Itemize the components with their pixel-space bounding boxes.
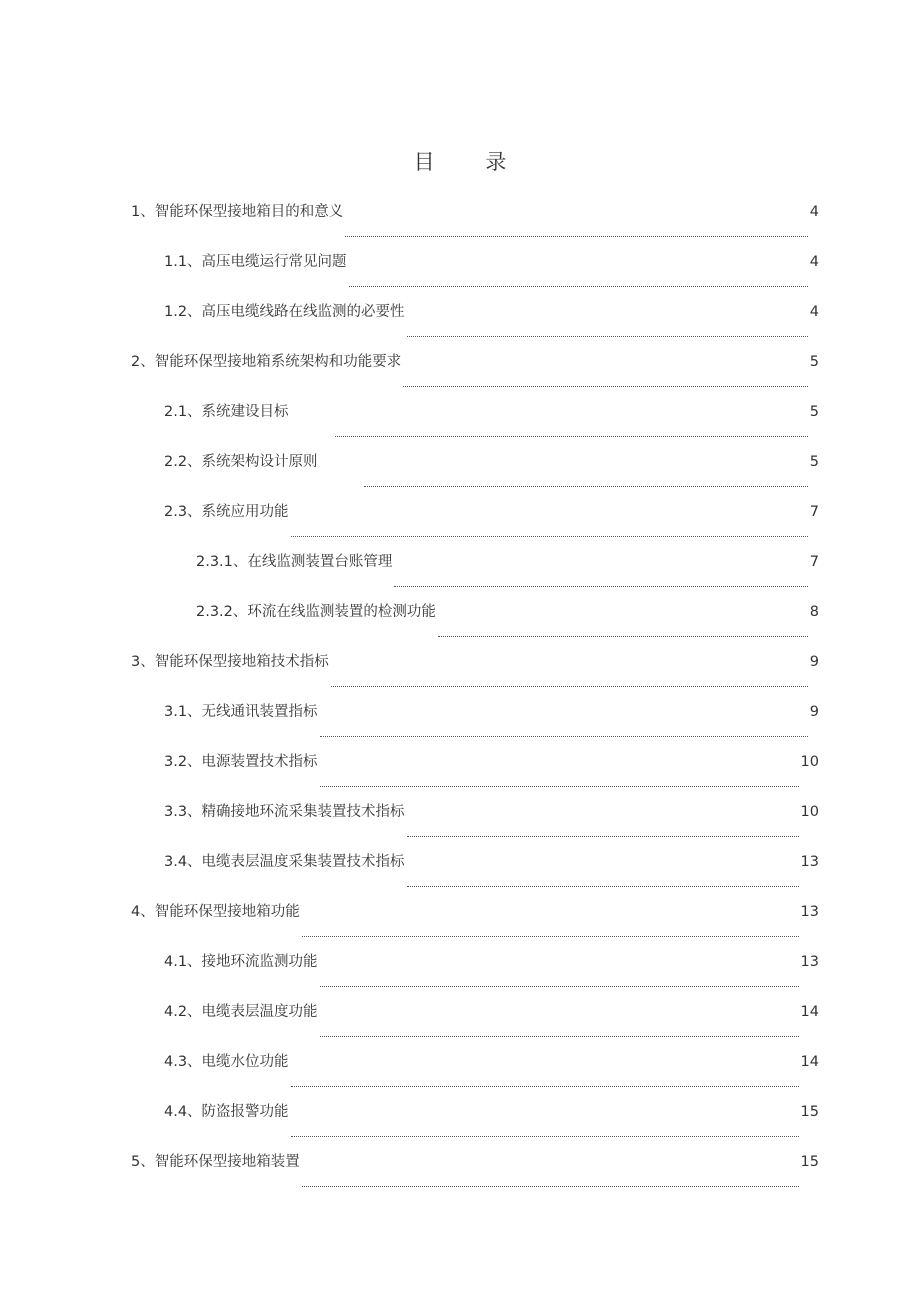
toc-entry-text: 2.1、系统建设目标	[164, 404, 289, 420]
toc-entry-text: 4、智能环保型接地箱功能	[131, 904, 300, 920]
toc-entry[interactable]	[0, 646, 920, 696]
toc-entry[interactable]	[0, 296, 920, 346]
toc-entry-page: 5	[809, 404, 819, 420]
toc-entry-page: 4	[809, 204, 819, 220]
toc-entry[interactable]	[0, 1046, 920, 1096]
toc-entry-text: 2.3.1、在线监测装置台账管理	[196, 554, 393, 570]
toc-entry-page: 10	[800, 754, 819, 770]
toc-dot-leader	[291, 1136, 799, 1137]
toc-entry[interactable]	[0, 946, 920, 996]
toc-entry-text: 4.1、接地环流监测功能	[164, 954, 318, 970]
toc-entry-page: 14	[800, 1054, 819, 1070]
toc-entry-text: 3.3、精确接地环流采集装置技术指标	[164, 804, 405, 820]
toc-entry-page: 7	[809, 554, 819, 570]
toc-entry[interactable]	[0, 996, 920, 1046]
toc-entry[interactable]	[0, 446, 920, 496]
toc-entry-page: 13	[800, 904, 819, 920]
toc-entry-page: 13	[800, 954, 819, 970]
toc-dot-leader	[345, 236, 808, 237]
toc-entry[interactable]	[0, 396, 920, 446]
toc-entry-page: 15	[800, 1104, 819, 1120]
toc-entry-text: 4.2、电缆表层温度功能	[164, 1004, 318, 1020]
toc-entry-text: 4.3、电缆水位功能	[164, 1054, 289, 1070]
toc-list	[0, 196, 920, 1196]
toc-entry[interactable]	[0, 546, 920, 596]
toc-entry[interactable]	[0, 1096, 920, 1146]
toc-entry-text: 3、智能环保型接地箱技术指标	[131, 654, 329, 670]
toc-dot-leader	[407, 336, 808, 337]
toc-dot-leader	[320, 1036, 799, 1037]
toc-entry-page: 8	[809, 604, 819, 620]
toc-entry-text: 2.3.2、环流在线监测装置的检测功能	[196, 604, 436, 620]
toc-dot-leader	[407, 886, 799, 887]
toc-entry[interactable]	[0, 196, 920, 246]
toc-entry-text: 3.1、无线通讯装置指标	[164, 704, 318, 720]
toc-entry[interactable]	[0, 596, 920, 646]
toc-entry[interactable]	[0, 246, 920, 296]
toc-entry-page: 4	[809, 304, 819, 320]
toc-dot-leader	[302, 936, 799, 937]
toc-entry-page: 15	[800, 1154, 819, 1170]
toc-dot-leader	[438, 636, 808, 637]
toc-dot-leader	[320, 986, 799, 987]
toc-entry[interactable]	[0, 346, 920, 396]
toc-title: 目 录	[413, 150, 529, 174]
toc-dot-leader	[403, 386, 808, 387]
toc-entry-page: 14	[800, 1004, 819, 1020]
toc-entry[interactable]	[0, 496, 920, 546]
toc-entry[interactable]	[0, 796, 920, 846]
toc-entry[interactable]	[0, 1146, 920, 1196]
toc-entry-page: 9	[809, 654, 819, 670]
toc-entry-text: 1.2、高压电缆线路在线监测的必要性	[164, 304, 405, 320]
toc-entry-page: 5	[809, 354, 819, 370]
toc-dot-leader	[335, 436, 808, 437]
toc-entry-text: 2.3、系统应用功能	[164, 504, 289, 520]
toc-entry-text: 2.2、系统架构设计原则	[164, 454, 318, 470]
toc-dot-leader	[394, 586, 807, 587]
toc-entry-page: 10	[800, 804, 819, 820]
toc-entry-text: 3.2、电源装置技术指标	[164, 754, 318, 770]
toc-dot-leader	[364, 486, 808, 487]
toc-dot-leader	[320, 786, 799, 787]
toc-entry-page: 13	[800, 854, 819, 870]
toc-entry-text: 5、智能环保型接地箱装置	[131, 1154, 300, 1170]
toc-entry[interactable]	[0, 846, 920, 896]
toc-entry-text: 2、智能环保型接地箱系统架构和功能要求	[131, 354, 402, 370]
toc-entry[interactable]	[0, 696, 920, 746]
toc-dot-leader	[331, 686, 808, 687]
toc-entry-page: 4	[809, 254, 819, 270]
toc-dot-leader	[407, 836, 799, 837]
toc-dot-leader	[291, 536, 808, 537]
toc-entry[interactable]	[0, 746, 920, 796]
toc-dot-leader	[320, 736, 808, 737]
toc-entry-text: 4.4、防盗报警功能	[164, 1104, 289, 1120]
toc-entry-text: 3.4、电缆表层温度采集装置技术指标	[164, 854, 405, 870]
toc-entry-page: 9	[809, 704, 819, 720]
toc-entry[interactable]	[0, 896, 920, 946]
toc-entry-text: 1、智能环保型接地箱目的和意义	[131, 204, 344, 220]
toc-dot-leader	[291, 1086, 799, 1087]
toc-entry-text: 1.1、高压电缆运行常见问题	[164, 254, 347, 270]
toc-entry-page: 5	[809, 454, 819, 470]
toc-dot-leader	[302, 1186, 799, 1187]
toc-entry-page: 7	[809, 504, 819, 520]
toc-dot-leader	[349, 286, 808, 287]
